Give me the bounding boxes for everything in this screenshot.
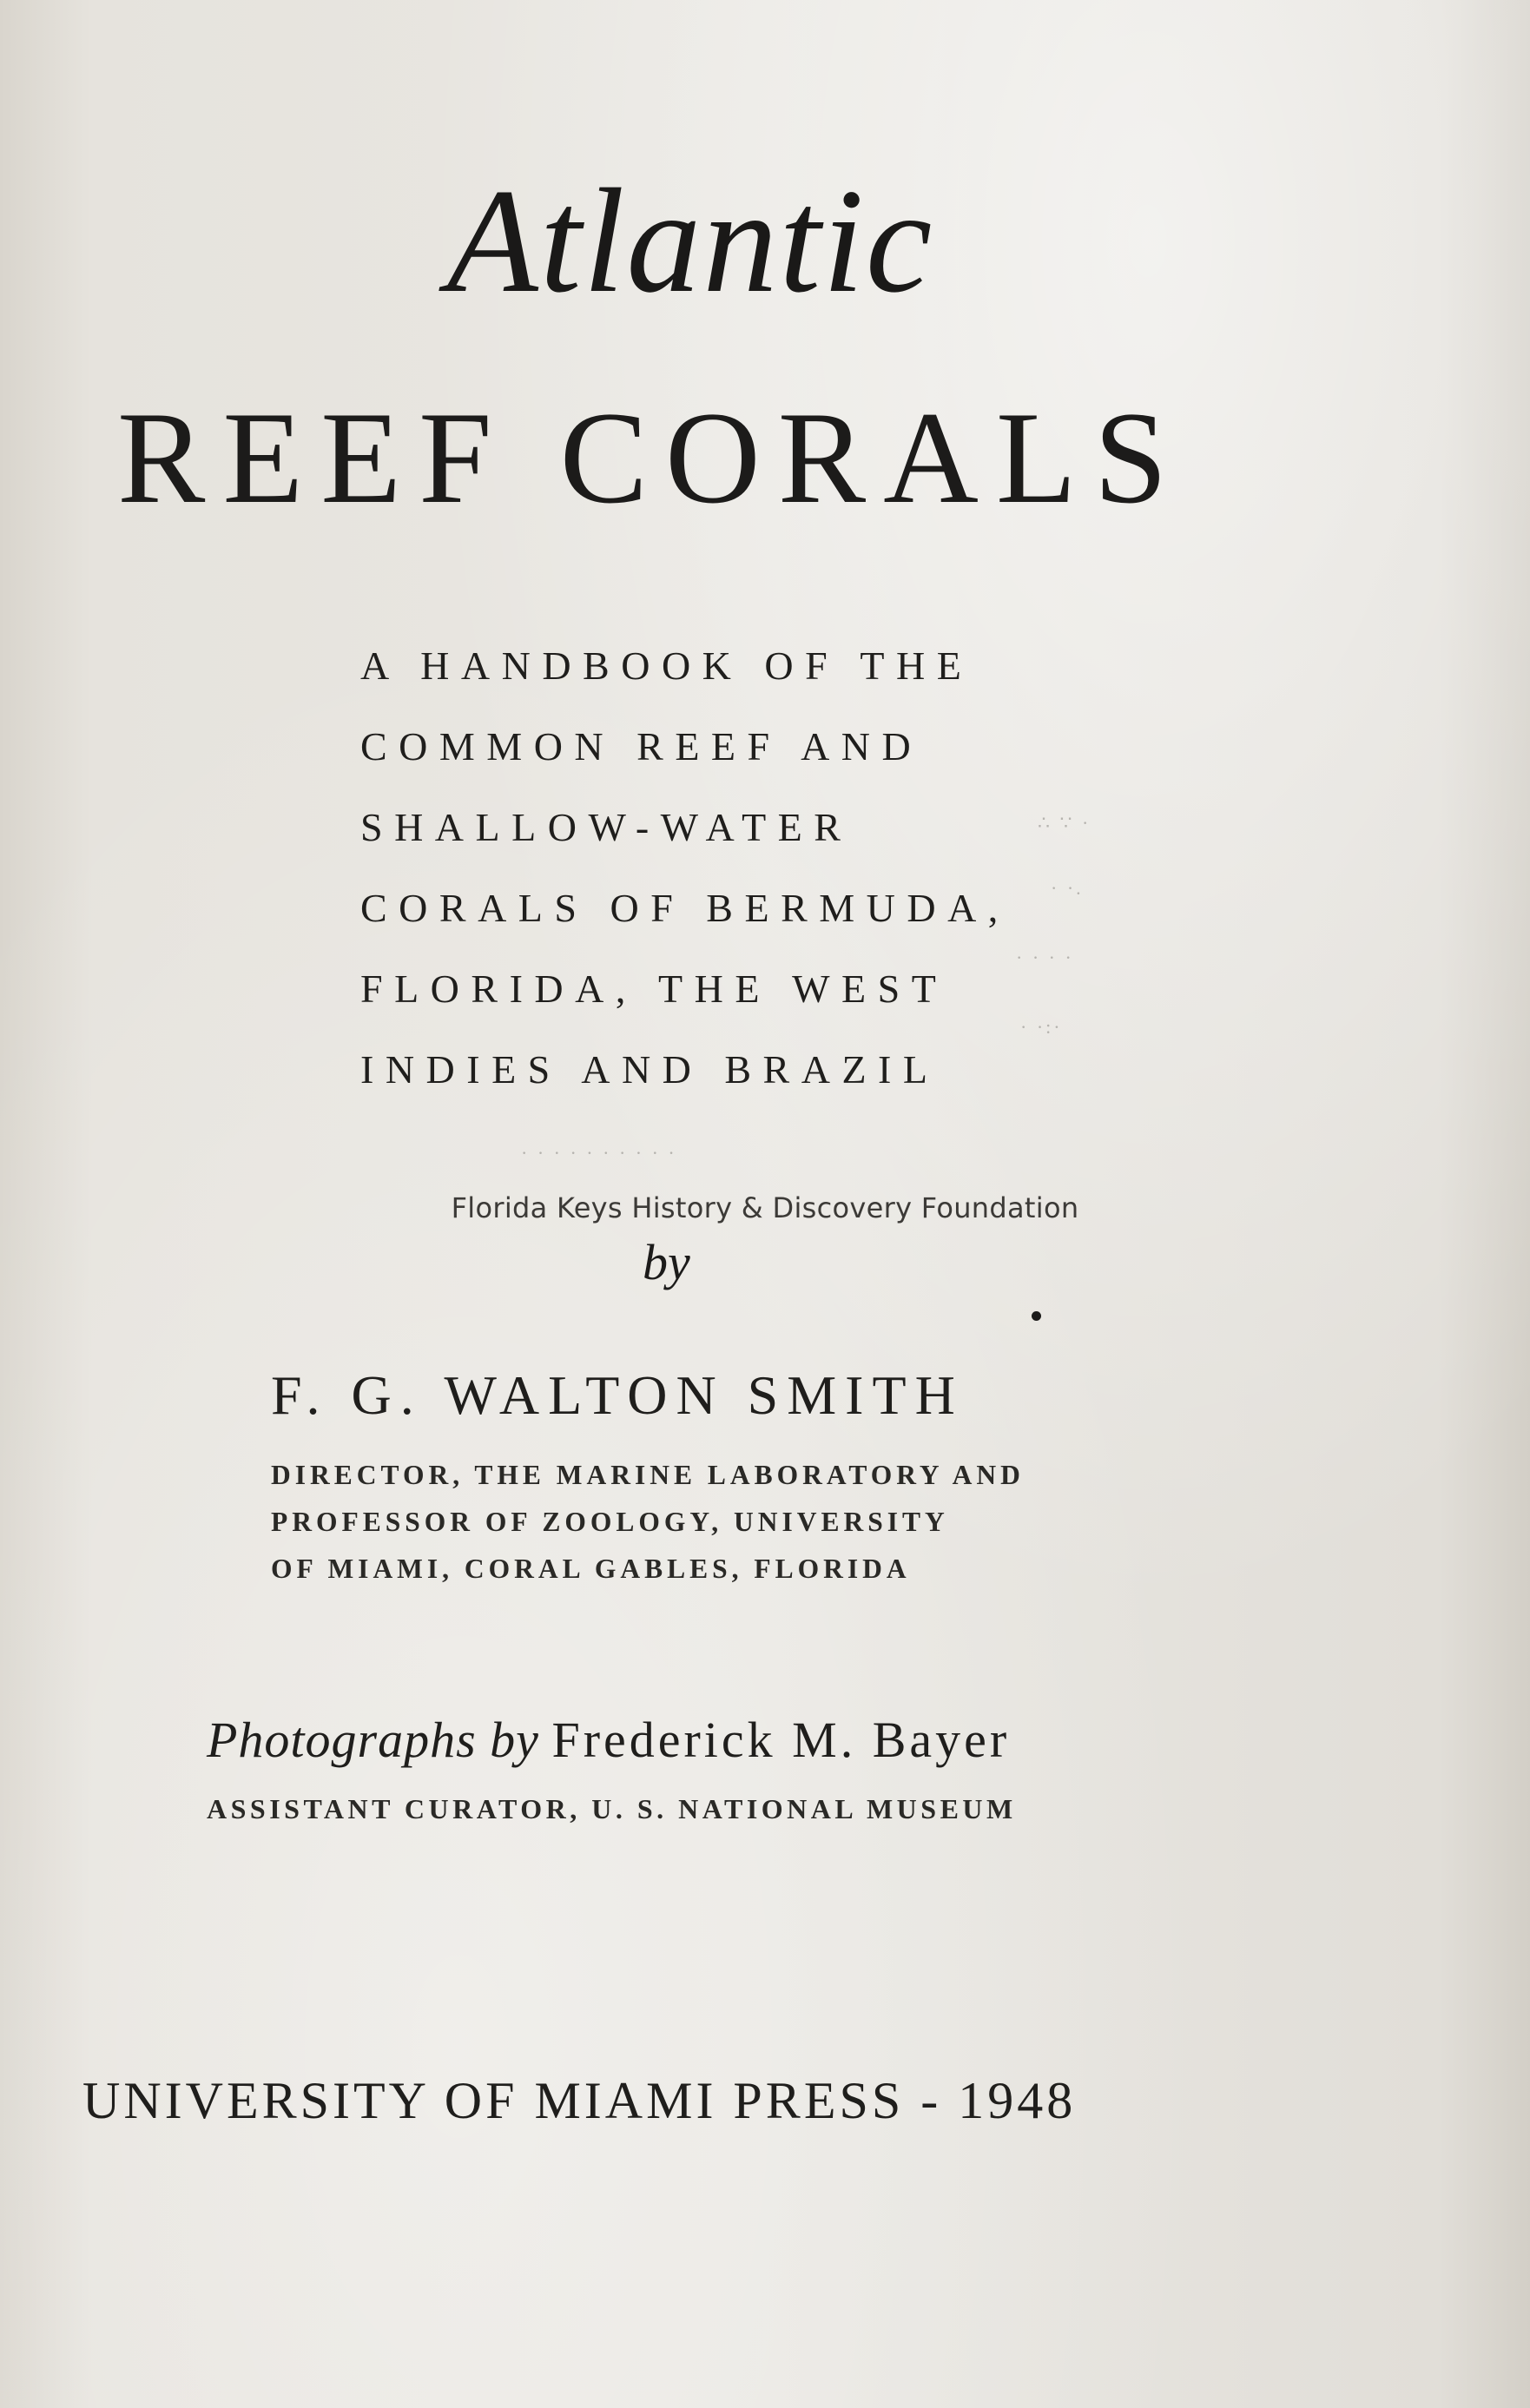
show-through-mark: · ·. bbox=[1051, 877, 1084, 899]
show-through-mark: ∴ ∵ · bbox=[1038, 812, 1091, 834]
affiliation-line: OF MIAMI, CORAL GABLES, FLORIDA bbox=[271, 1554, 911, 1584]
ink-dot bbox=[1032, 1311, 1041, 1321]
photographs-prefix: Photographs by bbox=[207, 1712, 539, 1768]
photographs-credit bbox=[207, 1711, 1010, 1769]
subtitle-line: FLORIDA, THE WEST bbox=[360, 966, 948, 1011]
publisher-line: UNIVERSITY OF MIAMI PRESS - 1948 bbox=[82, 2072, 1077, 2129]
watermark-text: Florida Keys History & Discovery Foundation bbox=[451, 1191, 1079, 1224]
book-title-italic: Atlantic bbox=[446, 159, 934, 324]
author-affiliation bbox=[271, 1452, 1070, 1593]
show-through-mark: · · · · · · · · · · bbox=[521, 1142, 677, 1164]
affiliation-line: PROFESSOR OF ZOOLOGY, UNIVERSITY bbox=[271, 1507, 949, 1537]
subtitle-line: INDIES AND BRAZIL bbox=[360, 1047, 940, 1092]
book-title-caps: REEF CORALS bbox=[117, 385, 1185, 531]
affiliation-line: DIRECTOR, THE MARINE LABORATORY AND bbox=[271, 1460, 1025, 1490]
subtitle-block bbox=[360, 625, 1020, 1110]
by-line: by bbox=[643, 1234, 690, 1290]
photographer-name: Frederick M. Bayer bbox=[551, 1712, 1011, 1768]
show-through-mark: · ·:· bbox=[1020, 1016, 1063, 1038]
subtitle-line: SHALLOW-WATER bbox=[360, 805, 853, 849]
show-through-mark: · · · · bbox=[1016, 947, 1074, 968]
subtitle-line: CORALS OF BERMUDA, bbox=[360, 886, 1010, 930]
author-name: F. G. WALTON SMITH bbox=[271, 1364, 964, 1426]
photographer-affiliation: ASSISTANT CURATOR, U. S. NATIONAL MUSEUM bbox=[207, 1793, 1017, 1824]
subtitle-line: A HANDBOOK OF THE bbox=[360, 643, 973, 688]
subtitle-line: COMMON REEF AND bbox=[360, 724, 923, 769]
